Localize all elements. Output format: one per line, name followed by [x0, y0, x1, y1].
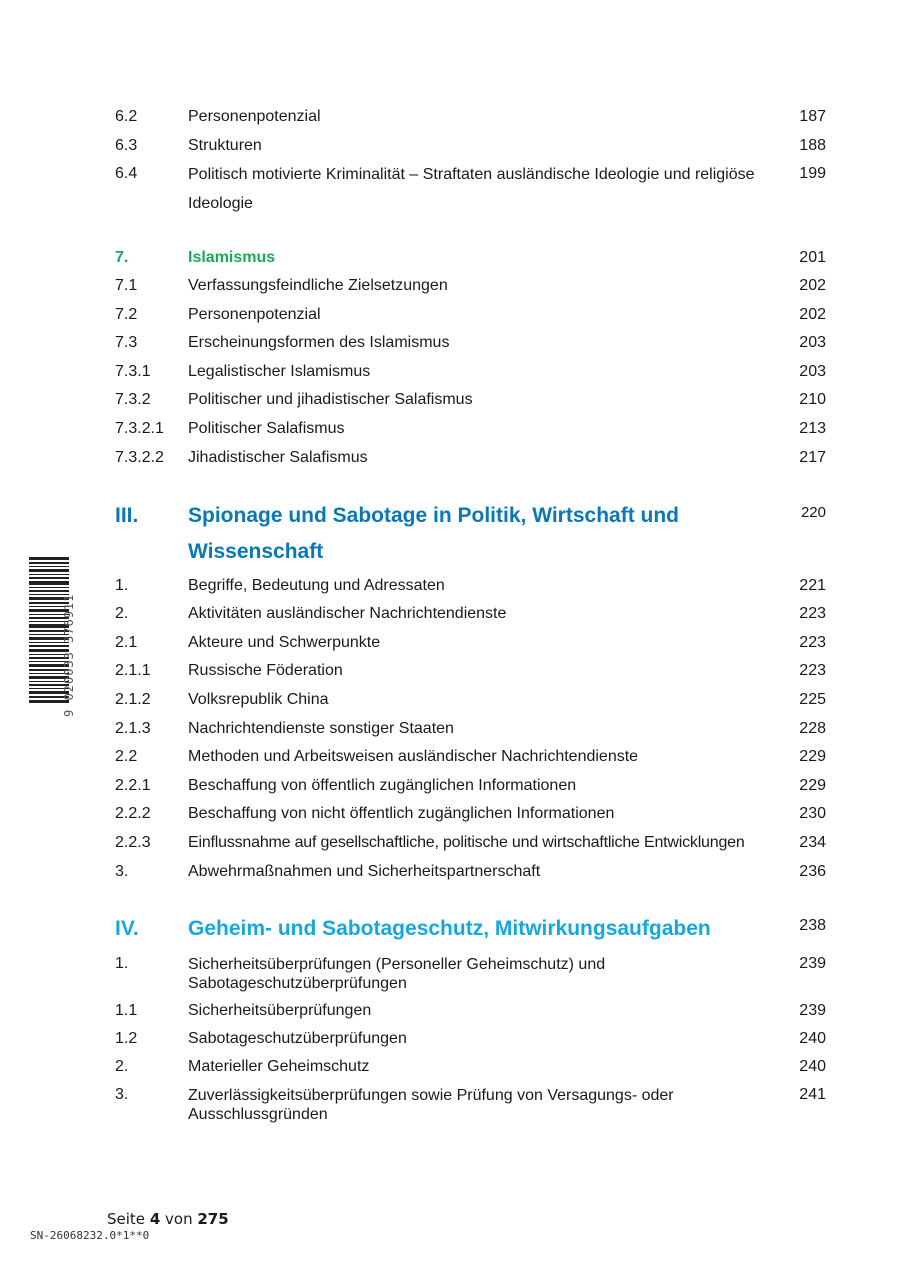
toc-number: 1.	[115, 955, 129, 972]
toc-title: Materieller Geheimschutz	[188, 1058, 370, 1075]
toc-number: 3.	[115, 1086, 129, 1103]
toc-number: 1.	[115, 577, 129, 594]
toc-page: 239	[799, 1002, 826, 1019]
toc-number: 2.2	[115, 748, 138, 765]
toc-number: 7.3.2.1	[115, 420, 164, 437]
toc-title: Politisch motivierte Kriminalität – Straftaten ausländische Ideologie und religiöse Ideologie	[188, 166, 755, 212]
toc-title: Sicherheitsüberprüfungen	[188, 1002, 372, 1019]
footer-middle: von	[165, 1210, 193, 1228]
toc-page: 202	[799, 277, 826, 294]
toc-number: 2.1	[115, 634, 138, 651]
toc-title: Zuverlässigkeitsüberprüfungen sowie Prüfung von Versagungs- oder Ausschlussgründen	[188, 1087, 674, 1123]
toc-number: 7.3.1	[115, 363, 151, 380]
toc-title: Nachrichtendienste sonstiger Staaten	[188, 720, 454, 737]
toc-title: Beschaffung von nicht öffentlich zugänglichen Informationen	[188, 805, 615, 822]
toc-page: 240	[799, 1030, 826, 1047]
toc-title: Einflussnahme auf gesellschaftliche, politische und wirtschaftliche Entwicklungen	[188, 834, 745, 851]
toc-title: Sicherheitsüberprüfungen (Personeller Geheimschutz) und Sabotageschutzüberprüfungen	[188, 956, 606, 992]
toc-title: Beschaffung von öffentlich zugänglichen Informationen	[188, 777, 577, 794]
toc-number: 7.1	[115, 277, 138, 294]
toc-number: 2.1.3	[115, 720, 151, 737]
toc-page: 238	[799, 917, 826, 934]
toc-number: 7.3.2.2	[115, 449, 164, 466]
toc-page: 229	[799, 748, 826, 765]
toc-number: 2.1.2	[115, 691, 151, 708]
toc-title: Strukturen	[188, 137, 262, 154]
toc-title: Verfassungsfeindliche Zielsetzungen	[188, 277, 448, 294]
toc-title: Jihadistischer Salafismus	[188, 449, 368, 466]
total-page-count: 275	[197, 1210, 229, 1228]
toc-page: 228	[799, 720, 826, 737]
toc-page: 220	[800, 504, 826, 521]
toc-number: 2.2.1	[115, 777, 151, 794]
toc-number: IV.	[115, 917, 139, 940]
toc-number: 7.2	[115, 306, 138, 323]
toc-number: 2.2.3	[115, 834, 151, 851]
toc-title: Islamismus	[188, 249, 276, 266]
toc-title: Sabotageschutzüberprüfungen	[188, 1030, 407, 1047]
toc-title: Russische Föderation	[188, 662, 343, 679]
toc-page: 223	[799, 605, 826, 622]
toc-number: III.	[115, 504, 139, 527]
toc-number: 2.	[115, 1058, 129, 1075]
toc-number: 2.1.1	[115, 662, 151, 679]
toc-page: 203	[799, 334, 826, 351]
toc-number: 1.1	[115, 1002, 138, 1019]
toc-page: 217	[799, 449, 826, 466]
toc-page: 234	[799, 834, 826, 851]
toc-page: 187	[799, 108, 826, 125]
toc-title: Politischer Salafismus	[188, 420, 345, 437]
footer-prefix: Seite	[107, 1210, 146, 1228]
toc-page: 239	[799, 955, 826, 972]
toc-title: Spionage und Sabotage in Politik, Wirtschaft und Wissenschaft	[188, 504, 679, 563]
toc-number: 3.	[115, 863, 129, 880]
toc-number: 6.3	[115, 137, 138, 154]
toc-number: 6.4	[115, 165, 138, 182]
toc-number: 7.3.2	[115, 391, 151, 408]
toc-page: 240	[799, 1058, 826, 1075]
toc-title: Legalistischer Islamismus	[188, 363, 371, 380]
toc-number: 2.2.2	[115, 805, 151, 822]
toc-number: 1.2	[115, 1030, 138, 1047]
toc-page: 241	[799, 1086, 826, 1103]
toc-title: Personenpotenzial	[188, 306, 321, 323]
toc-page: 225	[799, 691, 826, 708]
toc-page: 213	[799, 420, 826, 437]
toc-page: 188	[799, 137, 826, 154]
toc-page: 210	[799, 391, 826, 408]
toc-title: Abwehrmaßnahmen und Sicherheitspartnerschaft	[188, 863, 541, 880]
toc-title: Begriffe, Bedeutung und Adressaten	[188, 577, 445, 594]
toc-page: 229	[799, 777, 826, 794]
toc-title: Aktivitäten ausländischer Nachrichtendienste	[188, 605, 507, 622]
toc-title: Personenpotenzial	[188, 108, 321, 125]
barcode-number: 9 020033 376911	[62, 593, 76, 717]
toc-number: 7.	[115, 249, 129, 266]
toc-page: 221	[799, 577, 826, 594]
document-id: SN-26068232.0*1**0	[30, 1229, 150, 1242]
toc-page: 203	[799, 363, 826, 380]
toc-title: Methoden und Arbeitsweisen ausländischer Nachrichtendienste	[188, 748, 639, 765]
toc-page: 202	[799, 306, 826, 323]
toc-page: 236	[799, 863, 826, 880]
toc-title: Politischer und jihadistischer Salafismus	[188, 391, 473, 408]
toc-number: 6.2	[115, 108, 138, 125]
toc-page: 223	[799, 634, 826, 651]
toc-title: Erscheinungsformen des Islamismus	[188, 334, 450, 351]
toc-page: 199	[799, 165, 826, 182]
toc-page: 223	[799, 662, 826, 679]
current-page-number: 4	[149, 1210, 161, 1228]
toc-title: Volksrepublik China	[188, 691, 329, 708]
toc-title: Akteure und Schwerpunkte	[188, 634, 381, 651]
toc-page: 201	[799, 249, 826, 266]
toc-number: 2.	[115, 605, 129, 622]
toc-page: 230	[799, 805, 826, 822]
toc-title: Geheim- und Sabotageschutz, Mitwirkungsaufgaben	[188, 917, 711, 940]
toc-number: 7.3	[115, 334, 138, 351]
page-footer	[107, 1210, 229, 1228]
